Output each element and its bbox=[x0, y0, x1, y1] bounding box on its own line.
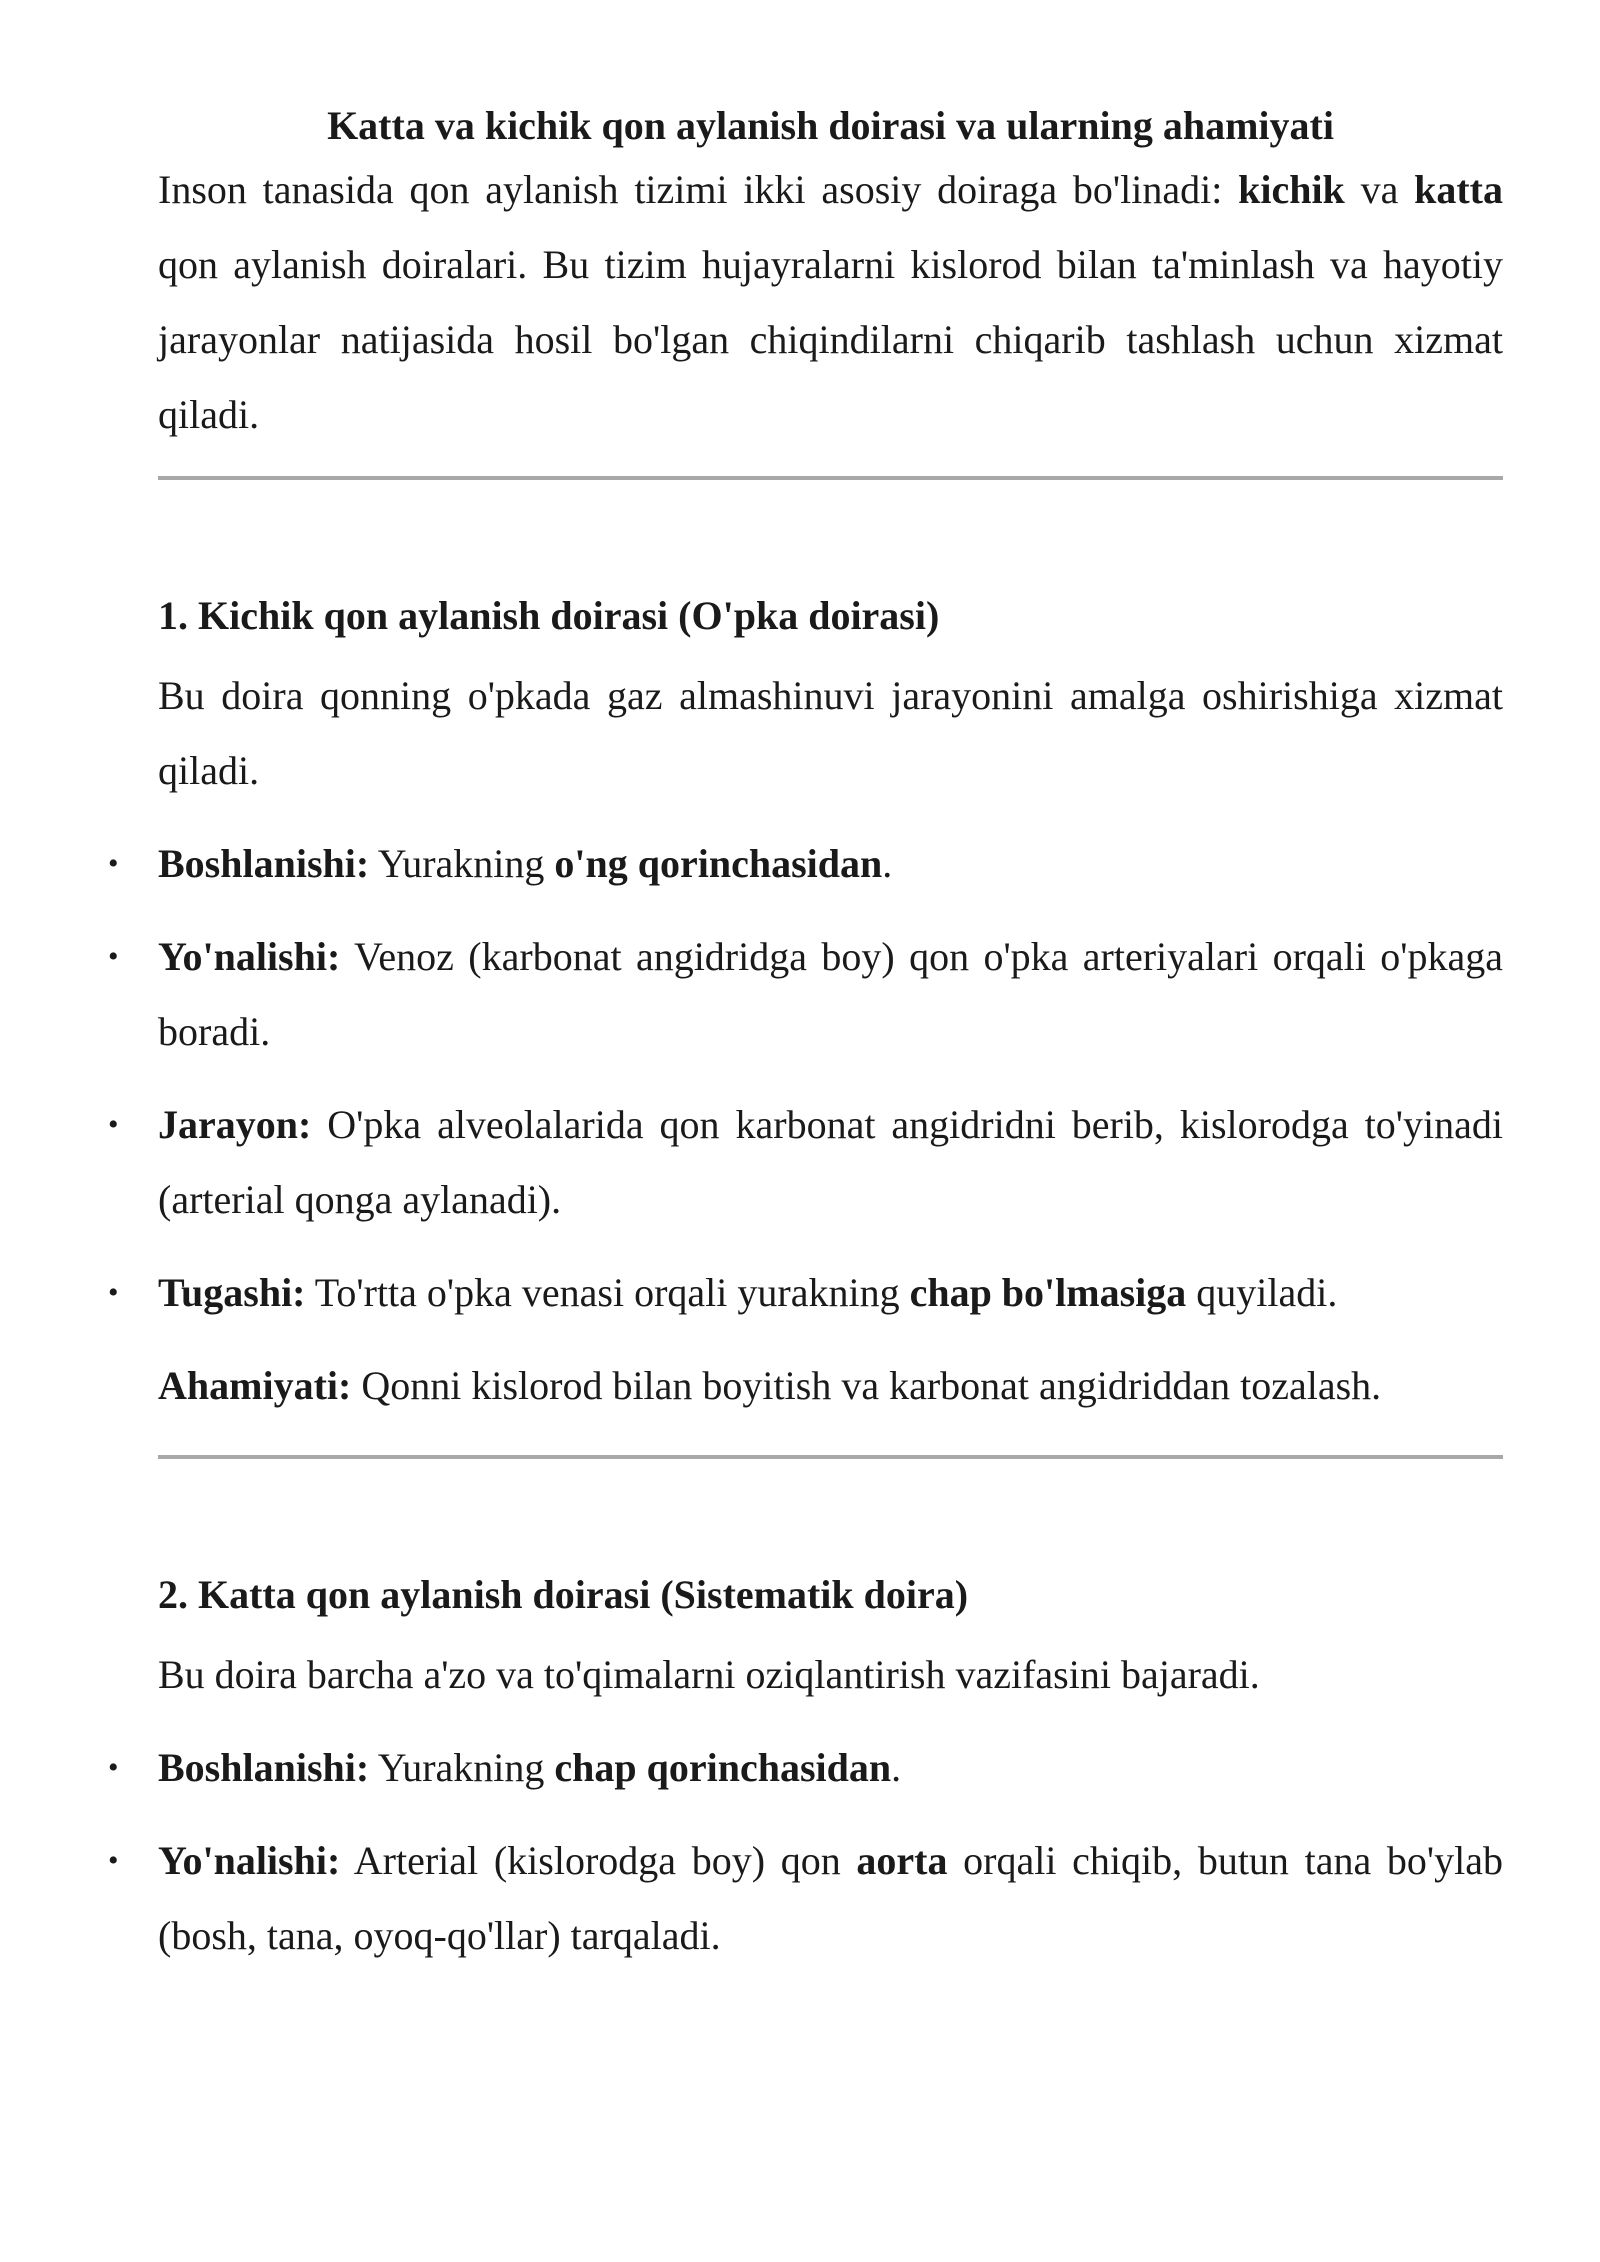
list-item bbox=[108, 1823, 1503, 1973]
section1-heading: 1. Kichik qon aylanish doirasi (O'pka doirasi) bbox=[158, 593, 940, 638]
bullet-dot: • bbox=[108, 1108, 119, 1141]
section-divider bbox=[158, 476, 1503, 480]
bullet-text: Venoz (karbonat angidridga boy) qon o'pka arteriyalari orqali o'pkaga boradi. bbox=[158, 934, 1503, 1054]
list-item bbox=[108, 1255, 1503, 1330]
bullet-text-end: . bbox=[882, 841, 893, 886]
section2-bullet-list bbox=[108, 1730, 1503, 1973]
list-item bbox=[108, 826, 1503, 901]
significance-label: Ahamiyati: bbox=[158, 1363, 352, 1408]
bullet-label: Yo'nalishi: bbox=[158, 934, 341, 979]
list-item bbox=[108, 1087, 1503, 1237]
bullet-label: Boshlanishi: bbox=[158, 1745, 370, 1790]
list-item bbox=[108, 919, 1503, 1069]
bullet-text: O'pka alveolalarida qon karbonat angidridni berib, kislorodga to'yinadi (arterial qonga aylanadi). bbox=[158, 1102, 1503, 1222]
intro-bold-katta: katta bbox=[1414, 167, 1503, 212]
section1-bullet-list bbox=[108, 826, 1503, 1330]
bullet-text-end: quyiladi. bbox=[1186, 1270, 1338, 1315]
bullet-text: Arterial (kislorodga boy) qon bbox=[340, 1838, 857, 1883]
intro-text-2: va bbox=[1344, 167, 1415, 212]
bullet-label: Tugashi: bbox=[158, 1270, 306, 1315]
section1-description: Bu doira qonning o'pkada gaz almashinuvi jarayonini amalga oshirishiga xizmat qiladi. bbox=[158, 673, 1503, 793]
bullet-label: Jarayon: bbox=[158, 1102, 312, 1147]
significance-text: Qonni kislorod bilan boyitish va karbonat angidriddan tozalash. bbox=[351, 1363, 1382, 1408]
bullet-text-end: orqali chiqib, butun tana bo'ylab (bosh, tana, oyoq-qo'llar) tarqaladi. bbox=[158, 1838, 1503, 1958]
bullet-dot: • bbox=[108, 1751, 119, 1784]
section1-significance bbox=[158, 1348, 1503, 1423]
section-divider bbox=[158, 1455, 1503, 1459]
bullet-bold-text: chap qorinchasidan bbox=[554, 1745, 892, 1790]
list-item bbox=[108, 1730, 1503, 1805]
bullet-dot: • bbox=[108, 1844, 119, 1877]
intro-bold-kichik: kichik bbox=[1238, 167, 1345, 212]
bullet-bold-text: chap bo'lmasiga bbox=[909, 1270, 1187, 1315]
section2-description: Bu doira barcha a'zo va to'qimalarni oziqlantirish vazifasini bajaradi. bbox=[158, 1652, 1260, 1697]
bullet-label: Boshlanishi: bbox=[158, 841, 370, 886]
bullet-bold-text: aorta bbox=[856, 1838, 948, 1883]
bullet-label: Yo'nalishi: bbox=[158, 1838, 341, 1883]
bullet-dot: • bbox=[108, 1276, 119, 1309]
bullet-text: Yurakning bbox=[369, 841, 555, 886]
intro-text-1: Inson tanasida qon aylanish tizimi ikki asosiy doiraga bo'linadi: bbox=[158, 167, 1239, 212]
bullet-bold-text: o'ng qorinchasidan bbox=[554, 841, 883, 886]
section2-heading: 2. Katta qon aylanish doirasi (Sistematik doira) bbox=[158, 1572, 969, 1617]
bullet-dot: • bbox=[108, 847, 119, 880]
bullet-text-end: . bbox=[891, 1745, 902, 1790]
bullet-text: Yurakning bbox=[369, 1745, 555, 1790]
bullet-dot: • bbox=[108, 940, 119, 973]
intro-text-3: qon aylanish doiralari. Bu tizim hujayralarni kislorod bilan ta'minlash va hayotiy jarayonlar natijasida hosil bo'lgan chiqindilarni chiqarib tashlash uchun xizmat qiladi. bbox=[158, 242, 1503, 437]
bullet-text: To'rtta o'pka venasi orqali yurakning bbox=[305, 1270, 910, 1315]
document-content bbox=[108, 100, 1503, 1973]
document-title: Katta va kichik qon aylanish doirasi va ularning ahamiyati bbox=[327, 103, 1334, 148]
intro-paragraph bbox=[158, 152, 1503, 452]
